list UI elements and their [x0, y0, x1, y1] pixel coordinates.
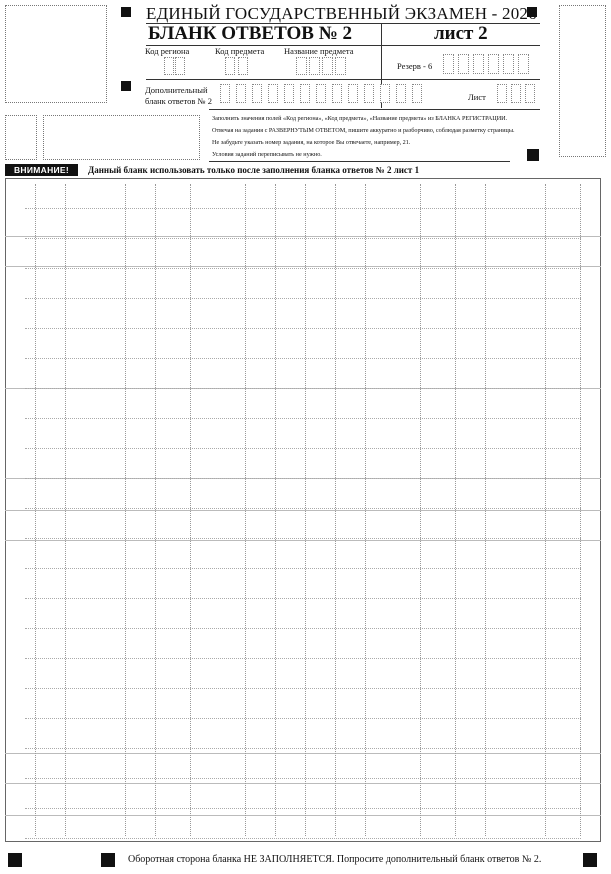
reserve-cell: [443, 54, 454, 74]
extra-sheet-label-2: бланк ответов № 2: [145, 96, 212, 106]
answer-rule: [5, 236, 601, 237]
answer-column-guide: [155, 184, 156, 836]
answer-rule: [5, 266, 601, 267]
reserve-label: Резерв - 6: [397, 61, 433, 71]
answer-guide: [25, 328, 581, 329]
marker-mid-right: [527, 149, 539, 161]
answer-column-guide: [580, 184, 581, 836]
reserve-cell: [458, 54, 469, 74]
subject-name-cell[interactable]: [309, 57, 320, 75]
extra-sheet-cell[interactable]: [236, 84, 246, 103]
answer-column-guide: [420, 184, 421, 836]
answer-column-guide: [35, 184, 36, 836]
extra-sheet-cell[interactable]: [412, 84, 422, 103]
sheet-number-cell[interactable]: [525, 84, 535, 103]
answer-column-guide: [275, 184, 276, 836]
answer-rule: [5, 815, 601, 816]
extra-sheet-cell[interactable]: [220, 84, 230, 103]
answer-guide: [25, 538, 581, 539]
extra-sheet-cell[interactable]: [252, 84, 262, 103]
form-title: БЛАНК ОТВЕТОВ № 2: [148, 23, 353, 44]
instruction-line-4: Условия заданий переписывать не нужно.: [212, 151, 322, 158]
extra-sheet-cell[interactable]: [364, 84, 374, 103]
side-box-left-2: [43, 115, 200, 160]
answer-guide: [25, 358, 581, 359]
answer-guide: [25, 508, 581, 509]
extra-sheet-cell[interactable]: [348, 84, 358, 103]
answer-guide: [25, 478, 581, 479]
answer-guide: [25, 238, 581, 239]
answer-rule: [5, 753, 601, 754]
answer-column-guide: [125, 184, 126, 836]
answer-column-guide: [190, 184, 191, 836]
answer-guide: [25, 838, 581, 839]
answer-guide: [25, 208, 581, 209]
subject-code-label: Код предмета: [215, 46, 265, 56]
answer-guide: [25, 598, 581, 599]
answer-guide: [25, 298, 581, 299]
answer-guide: [25, 388, 581, 389]
answer-guide: [25, 688, 581, 689]
extra-sheet-cell[interactable]: [284, 84, 294, 103]
answer-guide: [25, 448, 581, 449]
sheet-label: лист 2: [434, 23, 488, 44]
marker-bottom-left: [8, 853, 22, 867]
corner-box-top-right: [559, 5, 606, 157]
answer-guide: [25, 628, 581, 629]
subject-name-cell[interactable]: [296, 57, 307, 75]
sheet-number-cell[interactable]: [497, 84, 507, 103]
marker-top-left: [121, 7, 131, 17]
answer-rule: [5, 783, 601, 784]
subject-code-cell[interactable]: [238, 57, 248, 75]
region-code-cell[interactable]: [164, 57, 174, 75]
extra-sheet-cell[interactable]: [268, 84, 278, 103]
extra-sheet-cell[interactable]: [396, 84, 406, 103]
attention-badge: [5, 164, 78, 176]
answer-rule: [5, 540, 601, 541]
marker-bottom-right: [583, 853, 597, 867]
region-code-label: Код региона: [145, 46, 190, 56]
sheet-number-cell[interactable]: [511, 84, 521, 103]
exam-title: ЕДИНЫЙ ГОСУДАРСТВЕННЫЙ ЭКЗАМЕН - 2026: [146, 4, 537, 23]
subject-code-cell[interactable]: [225, 57, 235, 75]
answer-column-guide: [455, 184, 456, 836]
extra-sheet-cell[interactable]: [300, 84, 310, 103]
answer-column-guide: [305, 184, 306, 836]
reserve-cell: [503, 54, 514, 74]
attention-badge-text: ВНИМАНИЕ!: [13, 165, 70, 175]
reserve-cell: [473, 54, 484, 74]
marker-mid-left: [121, 81, 131, 91]
side-box-left: [5, 115, 37, 160]
instruction-line-2: Отвечая на задания с РАЗВЕРНУТЫМ ОТВЕТОМ, пишите аккуратно и разборчиво, соблюдая разметку страницы.: [212, 127, 515, 134]
marker-bottom-left-2: [101, 853, 115, 867]
subject-name-cell[interactable]: [335, 57, 346, 75]
answer-column-guide: [485, 184, 486, 836]
answer-guide: [25, 718, 581, 719]
answer-guide: [25, 778, 581, 779]
answer-guide: [25, 658, 581, 659]
extra-sheet-cell[interactable]: [380, 84, 390, 103]
answer-guide: [25, 568, 581, 569]
answer-guide: [25, 268, 581, 269]
answer-guide: [25, 808, 581, 809]
instruction-line-3: Не забудьте указать номер задания, на которое Вы отвечаете, например, 21.: [212, 139, 411, 146]
answer-rule: [5, 510, 601, 511]
answer-grid: [5, 178, 601, 842]
answer-column-guide: [545, 184, 546, 836]
answer-column-guide: [335, 184, 336, 836]
answer-guide: [25, 748, 581, 749]
extra-sheet-cell[interactable]: [332, 84, 342, 103]
reserve-cell: [518, 54, 529, 74]
header-rule-5: [209, 161, 510, 162]
answer-guide: [25, 418, 581, 419]
answer-column-guide: [65, 184, 66, 836]
subject-name-label: Название предмета: [284, 46, 354, 56]
subject-name-cell[interactable]: [322, 57, 333, 75]
header-rule-4: [209, 109, 540, 110]
extra-sheet-label: Дополнительный: [145, 85, 208, 95]
extra-sheet-cell[interactable]: [316, 84, 326, 103]
header-rule-3: [146, 79, 540, 80]
answer-column-guide: [245, 184, 246, 836]
instruction-line-1: Заполнить значения полей «Код региона», «Код предмета», «Название предмета» из БЛАНКА РЕГИСТРАЦИИ.: [212, 115, 508, 122]
sheet-field-label: Лист: [468, 92, 486, 102]
region-code-cell[interactable]: [175, 57, 185, 75]
answer-column-guide: [365, 184, 366, 836]
footer-note: Оборотная сторона бланка НЕ ЗАПОЛНЯЕТСЯ. Попросите дополнительный бланк ответов № 2.: [128, 854, 542, 865]
attention-text: Данный бланк использовать только после заполнения бланка ответов № 2 лист 1: [88, 165, 420, 175]
corner-box-top-left: [5, 5, 107, 103]
reserve-cell: [488, 54, 499, 74]
